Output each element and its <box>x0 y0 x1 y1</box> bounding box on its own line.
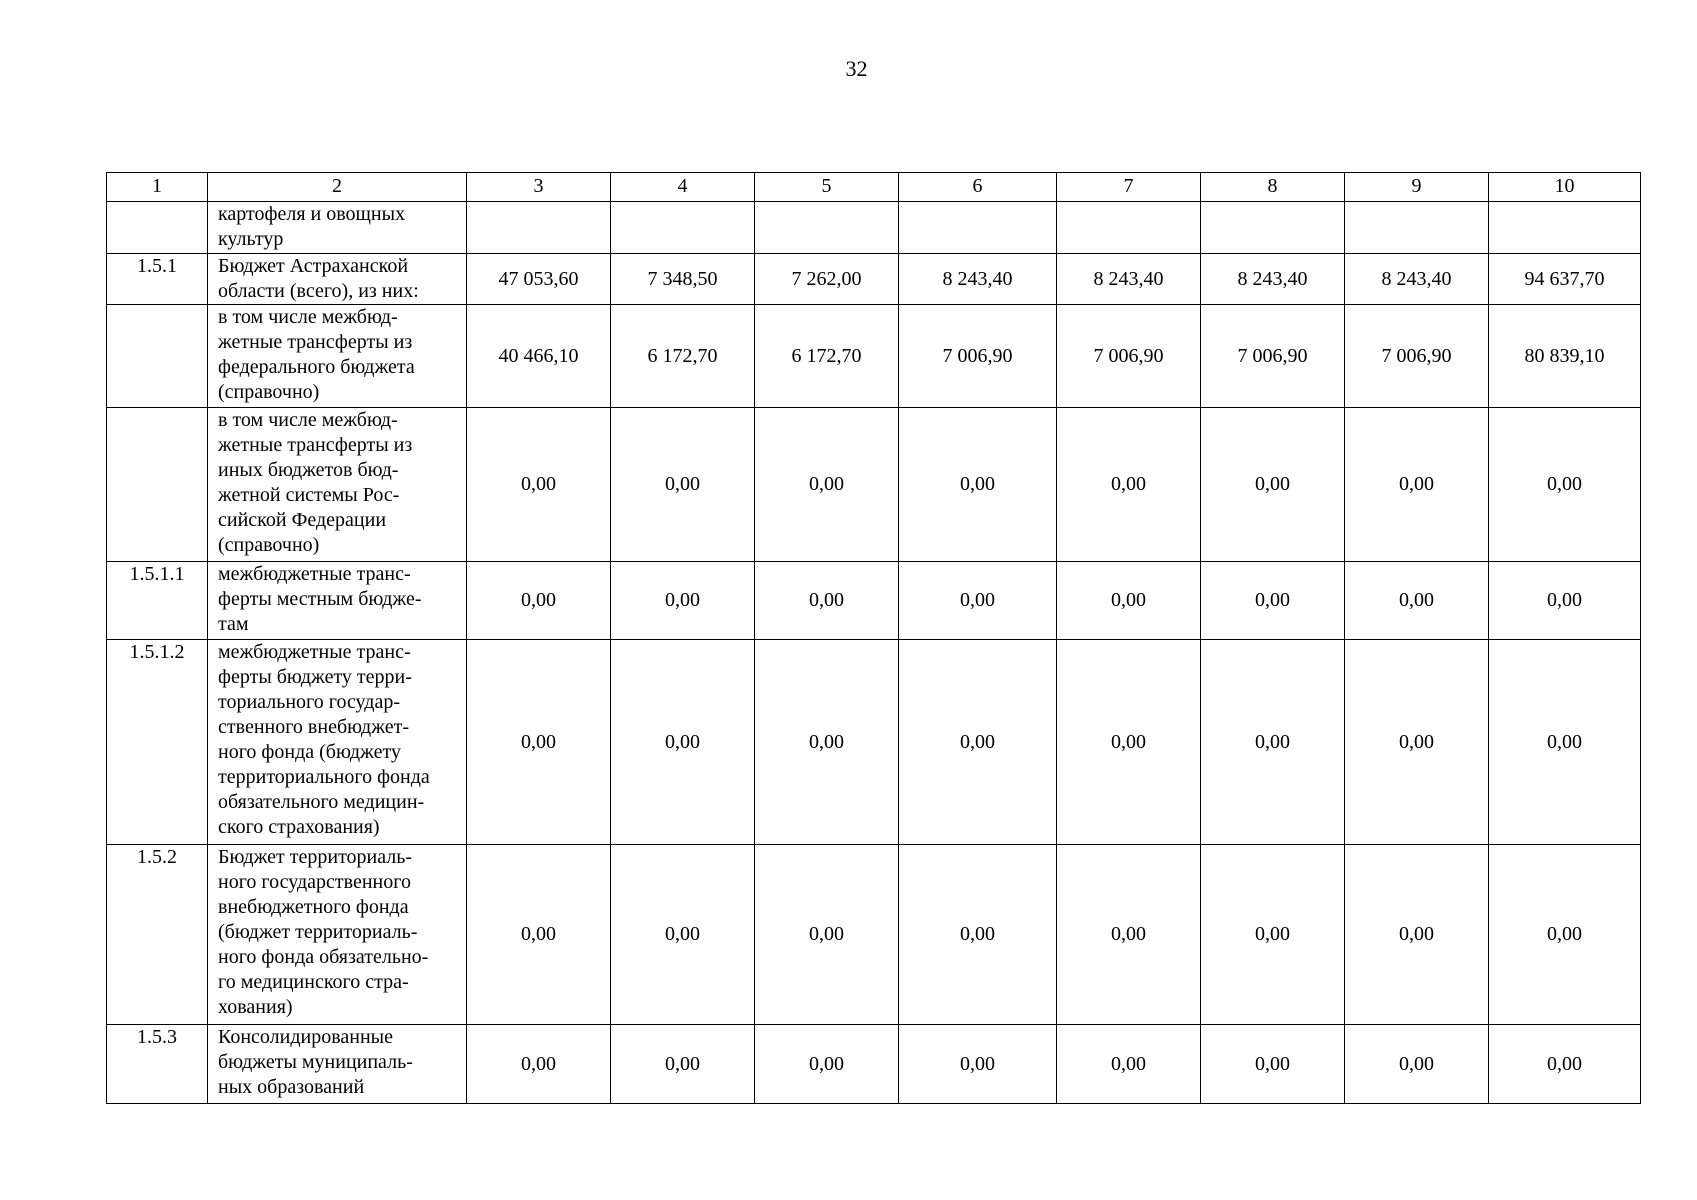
row-description-line: (бюджет территориаль- <box>218 921 418 943</box>
row-description-line: го медицинского стра- <box>218 971 409 993</box>
row-value-col-5 <box>755 202 899 254</box>
row-description-line: межбюджетные транс- <box>218 641 411 663</box>
row-value-col-8: 0,00 <box>1201 408 1345 562</box>
row-value-col-10: 0,00 <box>1489 562 1641 640</box>
row-description-line: ственного внебюджет- <box>218 716 410 738</box>
row-value-col-8: 8 243,40 <box>1201 254 1345 305</box>
row-description <box>208 845 467 1025</box>
column-number-2: 2 <box>208 173 467 202</box>
row-value-col-6: 0,00 <box>899 640 1057 845</box>
row-value-col-3: 0,00 <box>467 845 611 1025</box>
row-value-col-7: 0,00 <box>1057 640 1201 845</box>
row-description-line: иных бюджетов бюд- <box>218 459 399 481</box>
row-value-col-4: 7 348,50 <box>611 254 755 305</box>
page-number: 32 <box>845 56 868 81</box>
row-value-col-6: 8 243,40 <box>899 254 1057 305</box>
row-value-col-4: 0,00 <box>611 562 755 640</box>
row-code: 1.5.2 <box>107 845 208 1025</box>
row-description-line: обязательного медицин- <box>218 791 425 813</box>
row-description-line: культур <box>218 228 284 250</box>
row-code <box>107 305 208 408</box>
row-value-col-10: 0,00 <box>1489 845 1641 1025</box>
column-number-7: 7 <box>1057 173 1201 202</box>
row-description <box>208 562 467 640</box>
row-description-line: бюджеты муниципаль- <box>218 1051 413 1073</box>
row-value-col-10: 0,00 <box>1489 640 1641 845</box>
row-description-line: сийской Федерации <box>218 509 387 531</box>
row-value-col-3: 40 466,10 <box>467 305 611 408</box>
row-description-line: ных образований <box>218 1076 365 1098</box>
row-value-col-6: 0,00 <box>899 562 1057 640</box>
row-value-col-6: 0,00 <box>899 845 1057 1025</box>
row-description-line: жетные трансферты из <box>218 331 413 353</box>
row-value-col-8: 7 006,90 <box>1201 305 1345 408</box>
row-value-col-4: 0,00 <box>611 408 755 562</box>
row-code <box>107 202 208 254</box>
row-value-col-3: 0,00 <box>467 1025 611 1104</box>
row-value-col-7: 0,00 <box>1057 1025 1201 1104</box>
row-value-col-5: 0,00 <box>755 1025 899 1104</box>
table-body <box>107 173 1641 1104</box>
row-value-col-10 <box>1489 202 1641 254</box>
row-value-col-10: 0,00 <box>1489 408 1641 562</box>
row-value-col-3 <box>467 202 611 254</box>
row-description-line: хования) <box>218 996 293 1018</box>
row-value-col-7: 7 006,90 <box>1057 305 1201 408</box>
row-value-col-9: 0,00 <box>1345 562 1489 640</box>
column-number-3: 3 <box>467 173 611 202</box>
table-row <box>107 202 1641 254</box>
column-number-row <box>107 173 1641 202</box>
row-description-line: ферты местным бюдже- <box>218 588 422 610</box>
row-value-col-4 <box>611 202 755 254</box>
row-description <box>208 305 467 408</box>
row-value-col-6: 0,00 <box>899 1025 1057 1104</box>
table-row <box>107 562 1641 640</box>
row-code: 1.5.1 <box>107 254 208 305</box>
row-value-col-9: 0,00 <box>1345 1025 1489 1104</box>
row-value-col-7: 0,00 <box>1057 562 1201 640</box>
row-value-col-7 <box>1057 202 1201 254</box>
row-value-col-9 <box>1345 202 1489 254</box>
row-value-col-5: 6 172,70 <box>755 305 899 408</box>
row-value-col-8: 0,00 <box>1201 1025 1345 1104</box>
column-number-10: 10 <box>1489 173 1641 202</box>
table-row <box>107 640 1641 845</box>
row-value-col-4: 0,00 <box>611 845 755 1025</box>
row-value-col-5: 0,00 <box>755 408 899 562</box>
row-value-col-3: 0,00 <box>467 562 611 640</box>
row-value-col-3: 0,00 <box>467 408 611 562</box>
row-value-col-4: 0,00 <box>611 1025 755 1104</box>
row-value-col-5: 0,00 <box>755 640 899 845</box>
row-value-col-10: 80 839,10 <box>1489 305 1641 408</box>
row-description-line: там <box>218 613 249 635</box>
table-row <box>107 1025 1641 1104</box>
row-value-col-5: 7 262,00 <box>755 254 899 305</box>
row-description <box>208 408 467 562</box>
row-value-col-8: 0,00 <box>1201 562 1345 640</box>
row-value-col-8 <box>1201 202 1345 254</box>
row-description-line: ториального государ- <box>218 691 401 713</box>
row-value-col-9: 0,00 <box>1345 640 1489 845</box>
row-code: 1.5.1.2 <box>107 640 208 845</box>
row-code: 1.5.3 <box>107 1025 208 1104</box>
row-description-line: территориального фонда <box>218 766 430 788</box>
row-value-col-9: 8 243,40 <box>1345 254 1489 305</box>
column-number-8: 8 <box>1201 173 1345 202</box>
row-value-col-7: 8 243,40 <box>1057 254 1201 305</box>
row-description-line: (справочно) <box>218 534 320 556</box>
row-value-col-6: 0,00 <box>899 408 1057 562</box>
table-row <box>107 254 1641 305</box>
column-number-6: 6 <box>899 173 1057 202</box>
row-description-line: ного государственного <box>218 871 411 893</box>
row-description-line: (справочно) <box>218 381 320 403</box>
table-row <box>107 408 1641 562</box>
row-description <box>208 254 467 305</box>
row-value-col-6 <box>899 202 1057 254</box>
row-value-col-7: 0,00 <box>1057 845 1201 1025</box>
column-number-1: 1 <box>107 173 208 202</box>
table-row <box>107 305 1641 408</box>
row-value-col-6: 7 006,90 <box>899 305 1057 408</box>
row-code <box>107 408 208 562</box>
row-value-col-10: 0,00 <box>1489 1025 1641 1104</box>
row-description-line: Бюджет Астраханской <box>218 255 409 277</box>
row-value-col-10: 94 637,70 <box>1489 254 1641 305</box>
row-code: 1.5.1.1 <box>107 562 208 640</box>
row-description-line: внебюджетного фонда <box>218 896 409 918</box>
row-value-col-3: 47 053,60 <box>467 254 611 305</box>
row-description-line: в том числе межбюд- <box>218 306 398 328</box>
row-description-line: области (всего), из них: <box>218 280 419 302</box>
row-description-line: картофеля и овощных <box>218 203 406 225</box>
row-description-line: федерального бюджета <box>218 356 415 378</box>
row-value-col-8: 0,00 <box>1201 845 1345 1025</box>
row-value-col-8: 0,00 <box>1201 640 1345 845</box>
row-value-col-9: 0,00 <box>1345 845 1489 1025</box>
row-value-col-7: 0,00 <box>1057 408 1201 562</box>
row-description-line: Бюджет территориаль- <box>218 846 413 868</box>
row-value-col-3: 0,00 <box>467 640 611 845</box>
budget-table <box>106 172 1641 1104</box>
row-value-col-4: 0,00 <box>611 640 755 845</box>
row-description-line: в том числе межбюд- <box>218 409 398 431</box>
row-value-col-9: 7 006,90 <box>1345 305 1489 408</box>
column-number-4: 4 <box>611 173 755 202</box>
row-value-col-5: 0,00 <box>755 562 899 640</box>
table-row <box>107 845 1641 1025</box>
row-description-line: межбюджетные транс- <box>218 563 411 585</box>
row-description-line: ского страхования) <box>218 816 380 838</box>
row-description-line: ного фонда обязательно- <box>218 946 429 968</box>
row-value-col-9: 0,00 <box>1345 408 1489 562</box>
row-value-col-5: 0,00 <box>755 845 899 1025</box>
row-description-line: Консолидированные <box>218 1026 393 1048</box>
row-description-line: жетной системы Рос- <box>218 484 400 506</box>
row-description <box>208 640 467 845</box>
column-number-9: 9 <box>1345 173 1489 202</box>
row-description <box>208 202 467 254</box>
column-number-5: 5 <box>755 173 899 202</box>
row-description-line: жетные трансферты из <box>218 434 413 456</box>
row-value-col-4: 6 172,70 <box>611 305 755 408</box>
row-description-line: ферты бюджету терри- <box>218 666 412 688</box>
row-description <box>208 1025 467 1104</box>
row-description-line: ного фонда (бюджету <box>218 741 401 763</box>
